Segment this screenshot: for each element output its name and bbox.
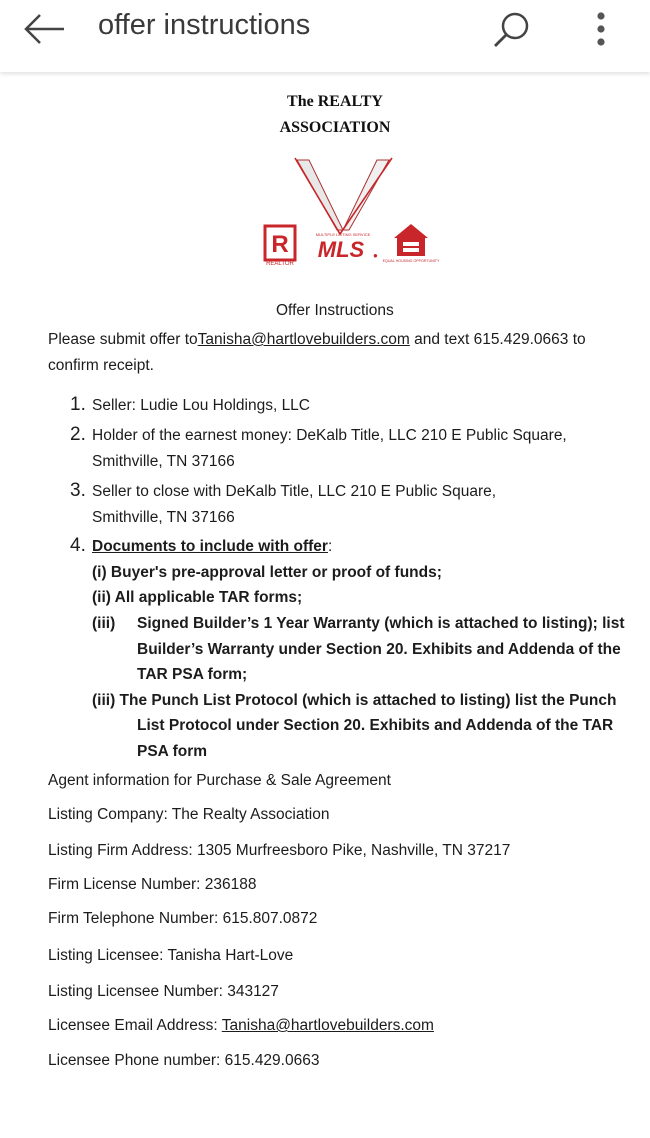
item-4-number: 4.	[70, 535, 86, 556]
intro-line-2: confirm receipt.	[48, 357, 154, 374]
intro-email-link[interactable]: Tanisha@hartlovebuilders.com	[197, 331, 410, 348]
back-arrow-icon[interactable]	[22, 12, 68, 46]
svg-text:●: ●	[373, 251, 378, 260]
listing-licensee-number: Listing Licensee Number: 343127	[48, 983, 279, 1000]
item-1-number: 1.	[70, 394, 86, 415]
logo-line-2: ASSOCIATION	[279, 119, 391, 136]
sub-item-4-line-1: (iii) The Punch List Protocol (which is attached to listing) list the Punch	[92, 692, 617, 709]
doc-heading: Offer Instructions	[276, 302, 394, 319]
app-bar	[0, 0, 650, 72]
intro-text-b: and text 615.429.0663 to	[409, 331, 586, 348]
sub-item-4-line-2: List Protocol under Section 20. Exhibits and Addenda of the TAR	[137, 717, 614, 734]
item-4-line	[92, 534, 332, 560]
mls-label: MLS	[317, 237, 365, 262]
listing-company: Listing Company: The Realty Association	[48, 806, 330, 823]
item-2-number: 2.	[70, 424, 86, 445]
item-2-continued: Smithville, TN 37166	[92, 453, 235, 470]
logo-line-1: The REALTY	[287, 93, 383, 110]
sub-item-3-label: (iii)	[92, 615, 116, 632]
licensee-phone-number: Licensee Phone number: 615.429.0663	[48, 1052, 320, 1069]
mls-small-label: MULTIPLE LISTING SERVICE	[315, 232, 371, 237]
item-4-text: Documents to include with offer	[92, 538, 328, 555]
firm-telephone-number: Firm Telephone Number: 615.807.0872	[48, 910, 318, 927]
firm-license-number: Firm License Number: 236188	[48, 876, 257, 893]
sub-item-1: (i) Buyer's pre-approval letter or proof of funds;	[92, 564, 442, 581]
sub-item-2: (ii) All applicable TAR forms;	[92, 589, 303, 606]
item-2-text: Holder of the earnest money: DeKalb Title, LLC 210 E Public Square,	[92, 427, 567, 444]
intro-line-1	[48, 327, 586, 353]
realty-association-logo	[255, 90, 445, 270]
page-title: offer instructions	[98, 9, 311, 41]
intro-text-a: Please submit offer to	[48, 331, 198, 348]
item-3-continued: Smithville, TN 37166	[92, 509, 235, 526]
logo-graphic	[255, 138, 445, 268]
svg-text:R: R	[271, 231, 289, 258]
licensee-email-label: Licensee Email Address:	[48, 1017, 222, 1034]
sub-item-3-line-3: TAR PSA form;	[137, 666, 248, 683]
eho-label: EQUAL HOUSING OPPORTUNITY	[382, 259, 440, 263]
more-options-icon[interactable]	[590, 10, 612, 50]
item-4-colon: :	[327, 538, 333, 555]
sub-item-3-line-1: Signed Builder’s 1 Year Warranty (which is attached to listing); list	[137, 615, 625, 632]
item-3-text: Seller to close with DeKalb Title, LLC 210 E Public Square,	[92, 483, 497, 500]
item-1-text: Seller: Ludie Lou Holdings, LLC	[92, 397, 310, 414]
realtor-label: REALTOR	[266, 261, 294, 267]
listing-firm-address: Listing Firm Address: 1305 Murfreesboro Pike, Nashville, TN 37217	[48, 842, 511, 859]
listing-licensee: Listing Licensee: Tanisha Hart-Love	[48, 947, 294, 964]
sub-item-3-line-2: Builder’s Warranty under Section 20. Exhibits and Addenda of the	[137, 641, 621, 658]
search-icon[interactable]	[490, 8, 534, 52]
sub-item-4-line-3: PSA form	[137, 743, 208, 760]
item-3-number: 3.	[70, 480, 86, 501]
licensee-email-link[interactable]: Tanisha@hartlovebuilders.com	[221, 1017, 434, 1034]
agent-heading: Agent information for Purchase & Sale Agreement	[48, 772, 391, 789]
licensee-email-line	[48, 1013, 434, 1039]
